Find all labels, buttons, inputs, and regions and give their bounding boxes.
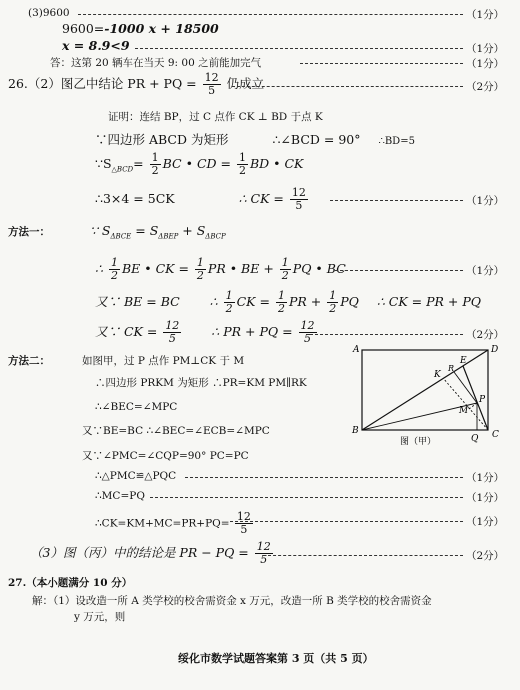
figure-caption: 图（甲） <box>400 437 437 447</box>
score: （1分） <box>466 195 505 207</box>
dots <box>335 270 463 271</box>
method-two-line: ∴∠BEC=∠MPC <box>95 401 178 413</box>
equation-line: 9600=-1000 x + 18500 <box>62 21 219 36</box>
q27-line: 解：（1）设改造一所 A 类学校的校舍需资金 x 万元，改造一所 B 类学校的校舍需资金 <box>32 595 432 607</box>
label-b: B <box>352 426 359 436</box>
area-sum-line: ∵ $S_{\Delta BCE} = S_{\Delta BEP} + S_{\Delta BCP}$ <box>90 223 226 241</box>
method-two-line: 如图甲，过 P 点作 PM⊥CK 于 M <box>82 355 245 367</box>
area-line: $\because S_{\triangle BCD}=$ $\frac{1}{2}$ BC • CD = $\frac{1}{2}$ BD • CK <box>95 151 304 177</box>
diagonal-bd <box>362 350 488 430</box>
dots <box>150 497 463 498</box>
dots <box>230 521 463 522</box>
dots <box>330 200 463 201</box>
substitute-line: 又∵ BE = BC ∴ $\frac{1}{2}$ CK = $\frac{1}{2}$ PR + $\frac{1}{2}$ PQ ∴ CK = PR + PQ <box>95 289 482 315</box>
area-expand-line: ∴ $\frac{1}{2}$ BE • CK = $\frac{1}{2}$ PR • BE + $\frac{1}{2}$ PQ • BC <box>95 256 346 282</box>
label-q: Q <box>471 434 479 444</box>
score: （1分） <box>466 58 505 70</box>
label-m: M <box>459 406 469 416</box>
score: （1分） <box>466 9 505 21</box>
ck-line: ∴3×4 = 5CK ∴ CK = $\frac{12}{5}$ <box>95 186 306 212</box>
label-p: P <box>479 395 486 405</box>
method-two-line: 又∵∠PMC=∠CQP=90° PC=PC <box>82 450 249 462</box>
score: （2分） <box>466 81 505 93</box>
method-one-result: 又∵ CK = $\frac{12}{5}$ ∴ PR + PQ = $\frac{12}{5}$ <box>95 319 315 345</box>
score: （2分） <box>466 329 505 341</box>
method-two-result: ∴CK=KM+MC=PR+PQ= $\frac{12}{5}$ <box>95 510 251 536</box>
score: （2分） <box>466 550 505 562</box>
rect-line: ∵四边形 ABCD 为矩形 ∴∠BCD = 90° ∴BD=5 <box>95 132 415 147</box>
line-part3: (3)9600 <box>28 7 70 19</box>
geometry-figure <box>340 340 520 460</box>
label-d: D <box>491 345 499 355</box>
label-r: R <box>448 364 455 373</box>
method-one-label: 方法一： <box>8 226 50 238</box>
q27-line: y 万元，则 <box>74 611 126 623</box>
label-k: K <box>434 370 441 380</box>
dots <box>232 86 463 87</box>
label-c: C <box>492 430 499 440</box>
label-a: A <box>353 345 360 355</box>
mc-line: ∴MC=PQ <box>95 490 145 502</box>
score: （1分） <box>466 516 505 528</box>
solution-line: x = 8.9<9 <box>62 38 130 53</box>
score: （1分） <box>466 43 505 55</box>
method-two-line: ∴四边形 PRKM 为矩形 ∴PR=KM PM∥RK <box>95 377 307 389</box>
method-two-label: 方法二： <box>8 355 50 367</box>
q26-part3: （3）图（丙）中的结论是 PR − PQ = $\frac{12}{5}$ <box>30 540 271 566</box>
congruence-line: ∴△PMC≌△PQC <box>95 470 177 482</box>
dots <box>135 48 463 49</box>
score: （1分） <box>466 472 505 484</box>
label-e: E <box>460 356 467 366</box>
score: （1分） <box>466 492 505 504</box>
q27-title: 27.（本小题满分 10 分） <box>8 577 133 589</box>
answer-line: 答：这第 20 辆车在当天 9: 00 之前能加完气 <box>50 57 262 69</box>
dots <box>185 477 463 478</box>
dots <box>300 63 463 64</box>
page-footer: 绥化市数学试题答案第 3 页（共 5 页） <box>178 652 374 665</box>
segment-pr <box>454 372 477 403</box>
dots <box>268 555 463 556</box>
dots <box>310 334 463 335</box>
proof-line: 证明：连结 BP，过 C 点作 CK ⊥ BD 于点 K <box>108 111 323 123</box>
q26-conclusion: 26.（2）图乙中结论 PR + PQ = $\frac{12}{5}$ 仍成立 <box>8 71 265 97</box>
score: （1分） <box>466 265 505 277</box>
dots <box>78 14 463 15</box>
method-two-line: 又∵BE=BC ∴∠BEC=∠ECB=∠MPC <box>82 425 270 437</box>
